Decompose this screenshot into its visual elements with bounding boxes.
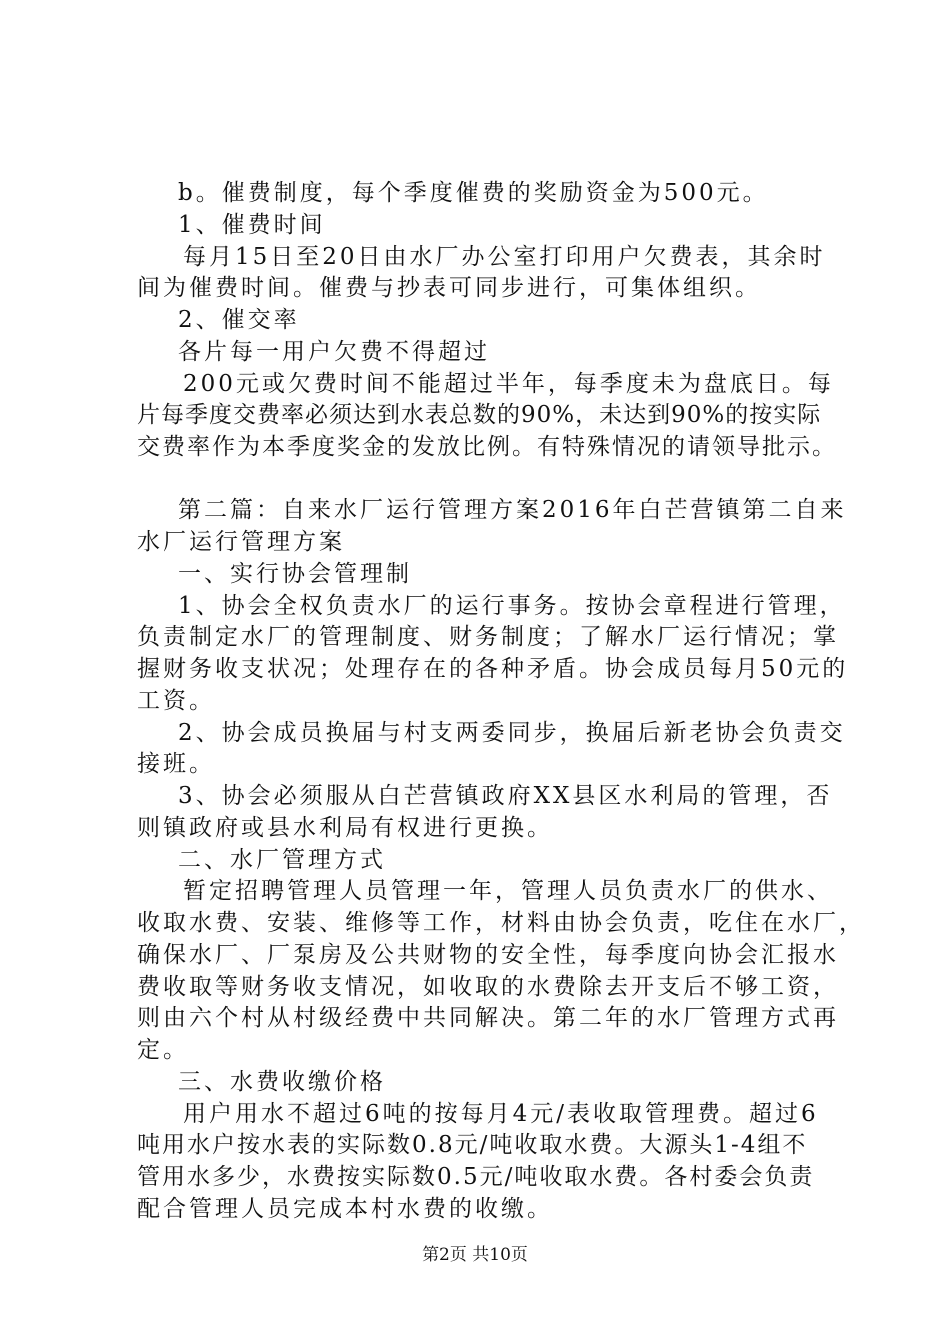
text-line: 接班。 — [137, 751, 215, 777]
chapter-title: 第二篇：自来水厂运行管理方案2016年白芒营镇第二自来 — [178, 497, 847, 523]
text-line: 间为催费时间。催费与抄表可同步进行，可集体组织。 — [137, 275, 761, 301]
text-line: 片每季度交费率必须达到水表总数的90%，未达到90%的按实际 — [137, 402, 822, 428]
text-line: 暂定招聘管理人员管理一年，管理人员负责水厂的供水、 — [183, 878, 833, 904]
text-line: 工资。 — [137, 688, 215, 714]
text-line: 2、协会成员换届与村支两委同步，换届后新老协会负责交 — [178, 720, 846, 746]
text-line: 收取水费、安装、维修等工作，材料由协会负责，吃住在水厂， — [137, 910, 865, 936]
text-line: 费收取等财务收支情况，如收取的水费除去开支后不够工资， — [137, 974, 839, 1000]
text-line: 用户用水不超过6吨的按每月4元/表收取管理费。超过6 — [183, 1101, 819, 1127]
text-line: 各片每一用户欠费不得超过 — [178, 339, 490, 365]
section-heading: 三、水费收缴价格 — [178, 1069, 386, 1095]
section-heading: 二、水厂管理方式 — [178, 847, 386, 873]
text-line: 确保水厂、厂泵房及公共财物的安全性，每季度向协会汇报水 — [137, 942, 839, 968]
text-line: 每月15日至20日由水厂办公室打印用户欠费表，其余时 — [183, 244, 826, 270]
text-line: b。催费制度，每个季度催费的奖励资金为500元。 — [178, 180, 769, 206]
text-line: 交费率作为本季度奖金的发放比例。有特殊情况的请领导批示。 — [137, 434, 837, 460]
section-heading: 1、催费时间 — [178, 212, 326, 238]
text-line: 定。 — [137, 1037, 189, 1063]
text-line: 握财务收支状况；处理存在的各种矛盾。协会成员每月50元的 — [137, 656, 849, 682]
text-line: 配合管理人员完成本村水费的收缴。 — [137, 1196, 553, 1222]
section-heading: 2、催交率 — [178, 307, 300, 333]
text-line: 负责制定水厂的管理制度、财务制度；了解水厂运行情况；掌 — [137, 624, 839, 650]
text-line: 3、协会必须服从白芒营镇政府XX县区水利局的管理，否 — [178, 783, 833, 809]
text-line: 200元或欠费时间不能超过半年，每季度未为盘底日。每 — [183, 371, 834, 397]
text-line: 则由六个村从村级经费中共同解决。第二年的水厂管理方式再 — [137, 1005, 839, 1031]
page-footer: 第2页 共10页 — [422, 1245, 528, 1265]
chapter-title: 水厂运行管理方案 — [137, 529, 345, 555]
text-line: 管用水多少，水费按实际数0.5元/吨收取水费。各村委会负责 — [137, 1164, 815, 1190]
text-line: 则镇政府或县水利局有权进行更换。 — [137, 815, 553, 841]
text-line: 吨用水户按水表的实际数0.8元/吨收取水费。大源头1-4组不 — [137, 1132, 808, 1158]
section-heading: 一、实行协会管理制 — [178, 561, 412, 587]
text-line: 1、协会全权负责水厂的运行事务。按协会章程进行管理， — [178, 593, 846, 619]
